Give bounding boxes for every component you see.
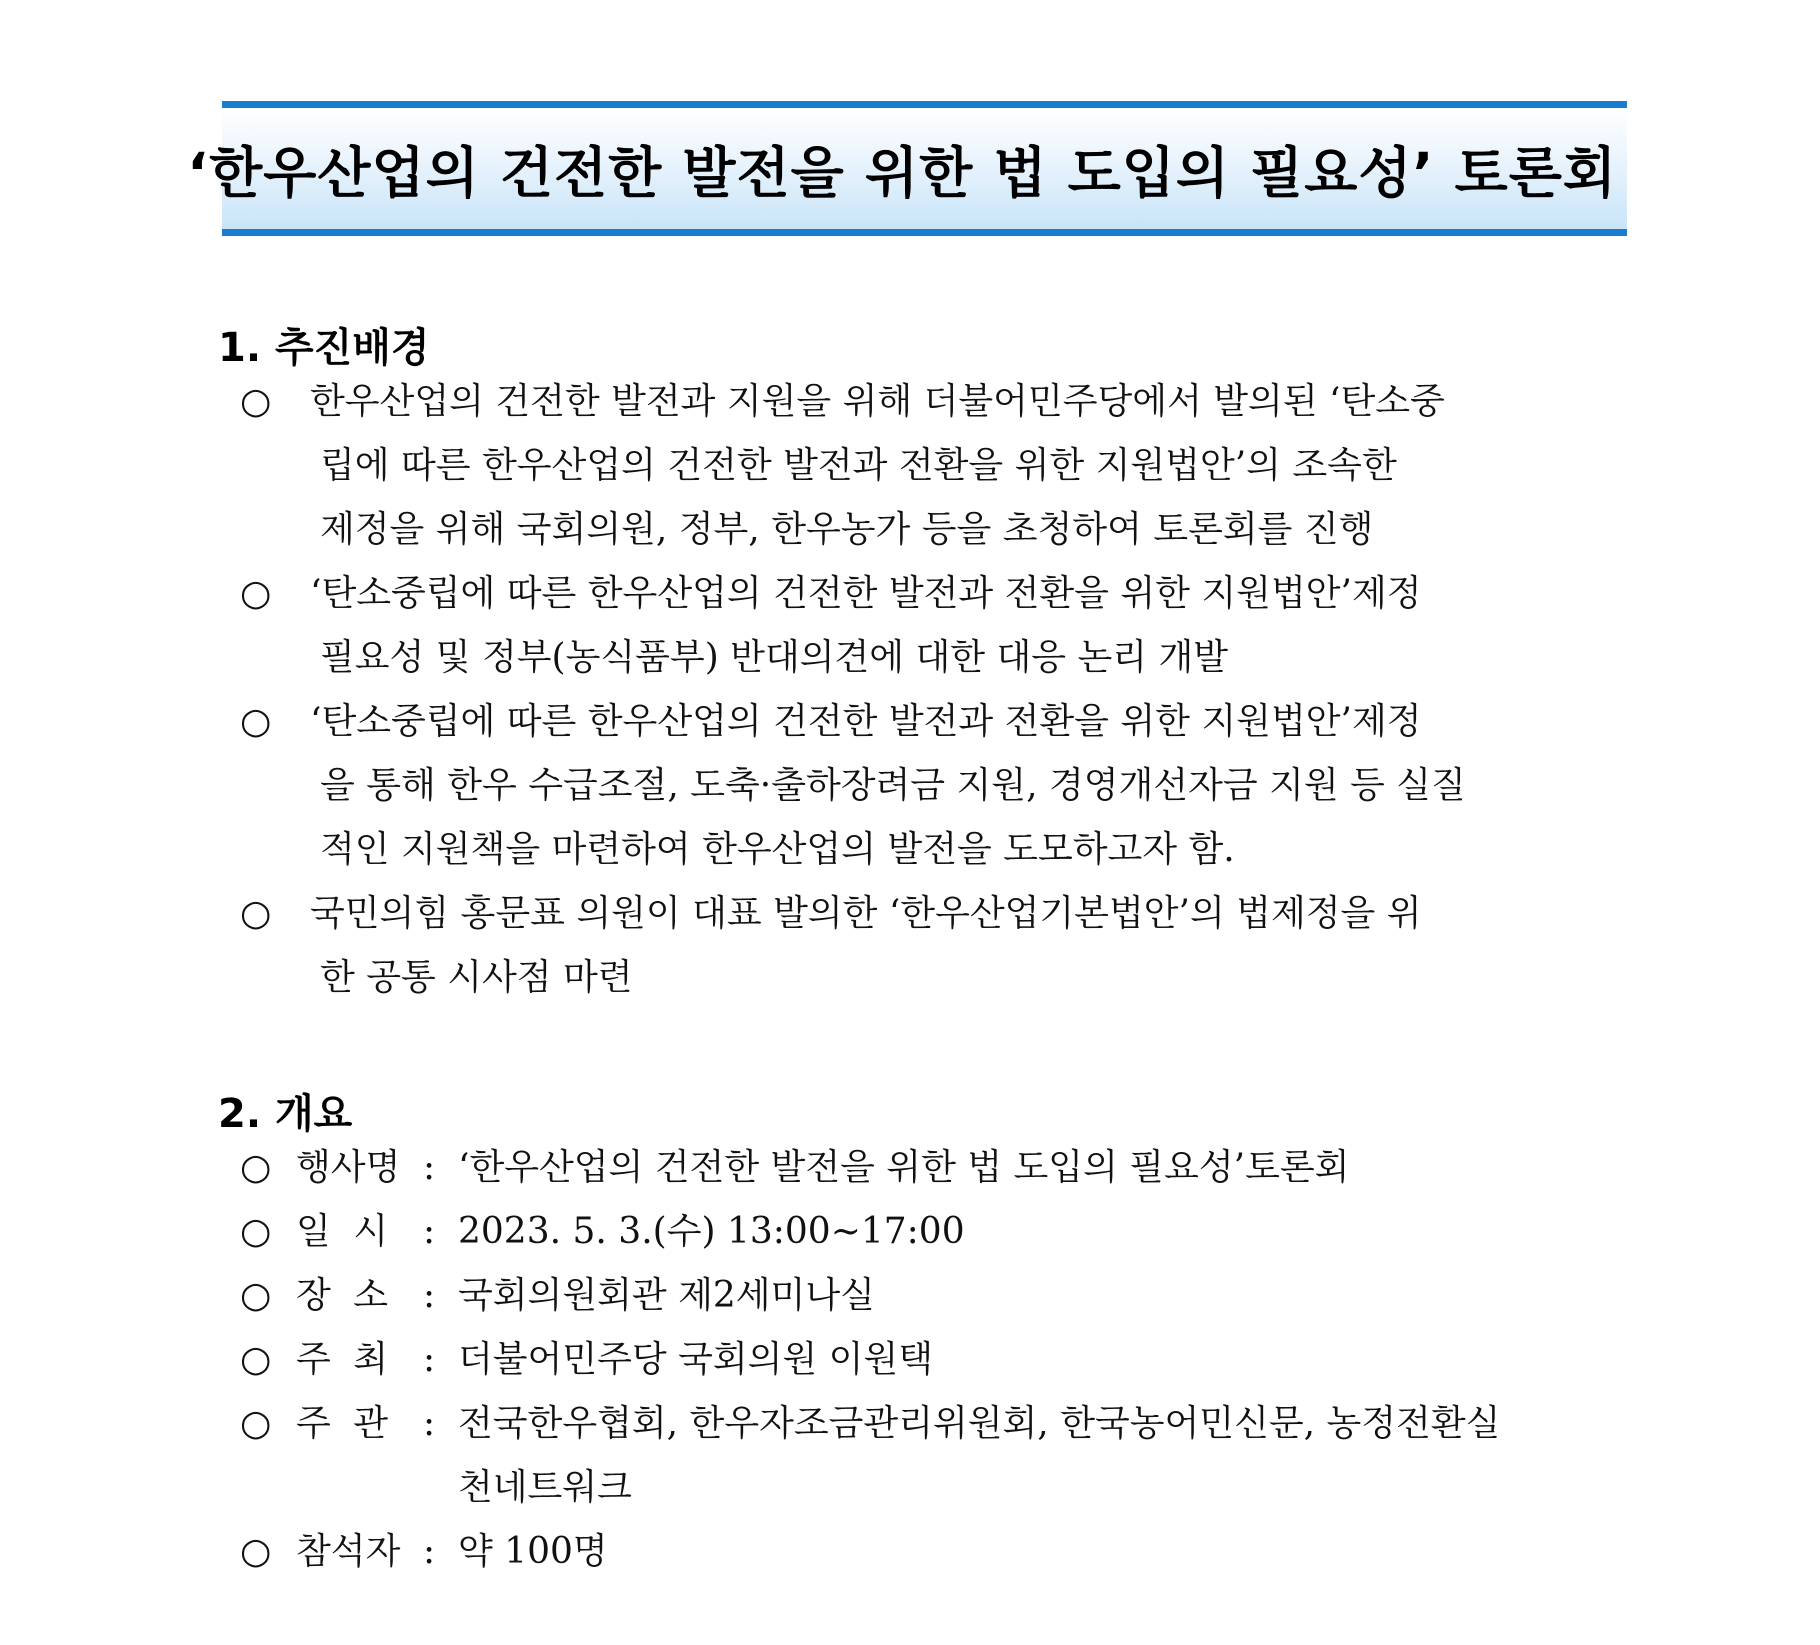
row-value: ‘한우산업의 건전한 발전을 위한 법 도입의 필요성’토론회 [458, 1147, 1350, 1188]
label-char: 참 [296, 1531, 331, 1572]
section-heading-overview: 2. 개요 [218, 1091, 353, 1137]
label-char: 주 [296, 1403, 331, 1444]
row-value: 국회의원회관 제2세미나실 [458, 1275, 875, 1316]
document-title: ‘한우산업의 건전한 발전을 위한 법 도입의 필요성’ 토론회 [187, 141, 1617, 205]
row-label [296, 1200, 388, 1264]
list-item [240, 882, 1612, 1010]
label-char: 관 [353, 1403, 388, 1444]
section-heading-background: 1. 추진배경 [218, 325, 430, 371]
list-item [240, 370, 1612, 562]
row-value: 약 100명 [458, 1531, 608, 1572]
row-colon: : [423, 1275, 436, 1316]
row-value: 전국한우협회, 한우자조금관리위원회, 한국농어민신문, 농정전환실 [458, 1403, 1501, 1444]
circle-bullet-icon: ○ [240, 1147, 272, 1188]
title-banner [187, 101, 1627, 236]
paragraph-line: ‘탄소중립에 따른 한우산업의 건전한 발전과 전환을 위한 지원법안’제정 [310, 573, 1422, 614]
paragraph-line: 제정을 위해 국회의원, 정부, 한우농가 등을 초청하여 토론회를 진행 [320, 509, 1374, 550]
paragraph-line: 한 공통 시사점 마련 [320, 957, 633, 998]
paragraph-line: ‘탄소중립에 따른 한우산업의 건전한 발전과 전환을 위한 지원법안’제정 [310, 701, 1422, 742]
row-value-continued: 천네트워크 [458, 1467, 632, 1508]
circle-bullet-icon: ○ [240, 573, 272, 614]
label-char: 자 [365, 1531, 401, 1572]
circle-bullet-icon: ○ [240, 1275, 272, 1316]
circle-bullet-icon: ○ [240, 1211, 272, 1252]
row-colon: : [423, 1211, 436, 1252]
circle-bullet-icon: ○ [240, 1339, 272, 1380]
paragraph-line: 필요성 및 정부(농식품부) 반대의견에 대한 대응 논리 개발 [320, 637, 1229, 678]
paragraph-line: 립에 따른 한우산업의 건전한 발전과 전환을 위한 지원법안’의 조속한 [320, 445, 1397, 486]
paragraph-line: 을 통해 한우 수급조절, 도축·출하장려금 지원, 경영개선자금 지원 등 실질 [320, 765, 1466, 806]
label-char: 일 [296, 1211, 331, 1252]
row-value: 2023. 5. 3.(수) 13:00~17:00 [458, 1211, 965, 1252]
row-value: 더불어민주당 국회의원 이원택 [458, 1339, 933, 1380]
row-colon: : [423, 1147, 436, 1188]
row-label [296, 1264, 388, 1328]
row-colon: : [423, 1531, 436, 1572]
row-label [296, 1328, 388, 1392]
row-label [296, 1136, 401, 1200]
label-char: 명 [365, 1147, 401, 1188]
row-colon: : [423, 1339, 436, 1380]
row-colon: : [423, 1403, 436, 1444]
label-char: 석 [330, 1531, 366, 1572]
paragraph-line: 한우산업의 건전한 발전과 지원을 위해 더불어민주당에서 발의된 ‘탄소중 [310, 381, 1445, 422]
list-item [240, 562, 1612, 690]
circle-bullet-icon: ○ [240, 1403, 272, 1444]
row-label [296, 1392, 388, 1456]
circle-bullet-icon: ○ [240, 1531, 272, 1572]
paragraph-line: 적인 지원책을 마련하여 한우산업의 발전을 도모하고자 함. [320, 829, 1235, 870]
label-char: 주 [296, 1339, 331, 1380]
label-char: 최 [353, 1339, 388, 1380]
label-char: 시 [353, 1211, 388, 1252]
label-char: 장 [296, 1275, 331, 1316]
circle-bullet-icon: ○ [240, 701, 272, 742]
list-item [240, 690, 1612, 882]
label-char: 사 [330, 1147, 366, 1188]
row-label [296, 1520, 401, 1584]
label-char: 행 [296, 1147, 331, 1188]
label-char: 소 [353, 1275, 388, 1316]
circle-bullet-icon: ○ [240, 381, 272, 422]
paragraph-line: 국민의힘 홍문표 의원이 대표 발의한 ‘한우산업기본법안’의 법제정을 위 [310, 893, 1422, 934]
circle-bullet-icon: ○ [240, 893, 272, 934]
